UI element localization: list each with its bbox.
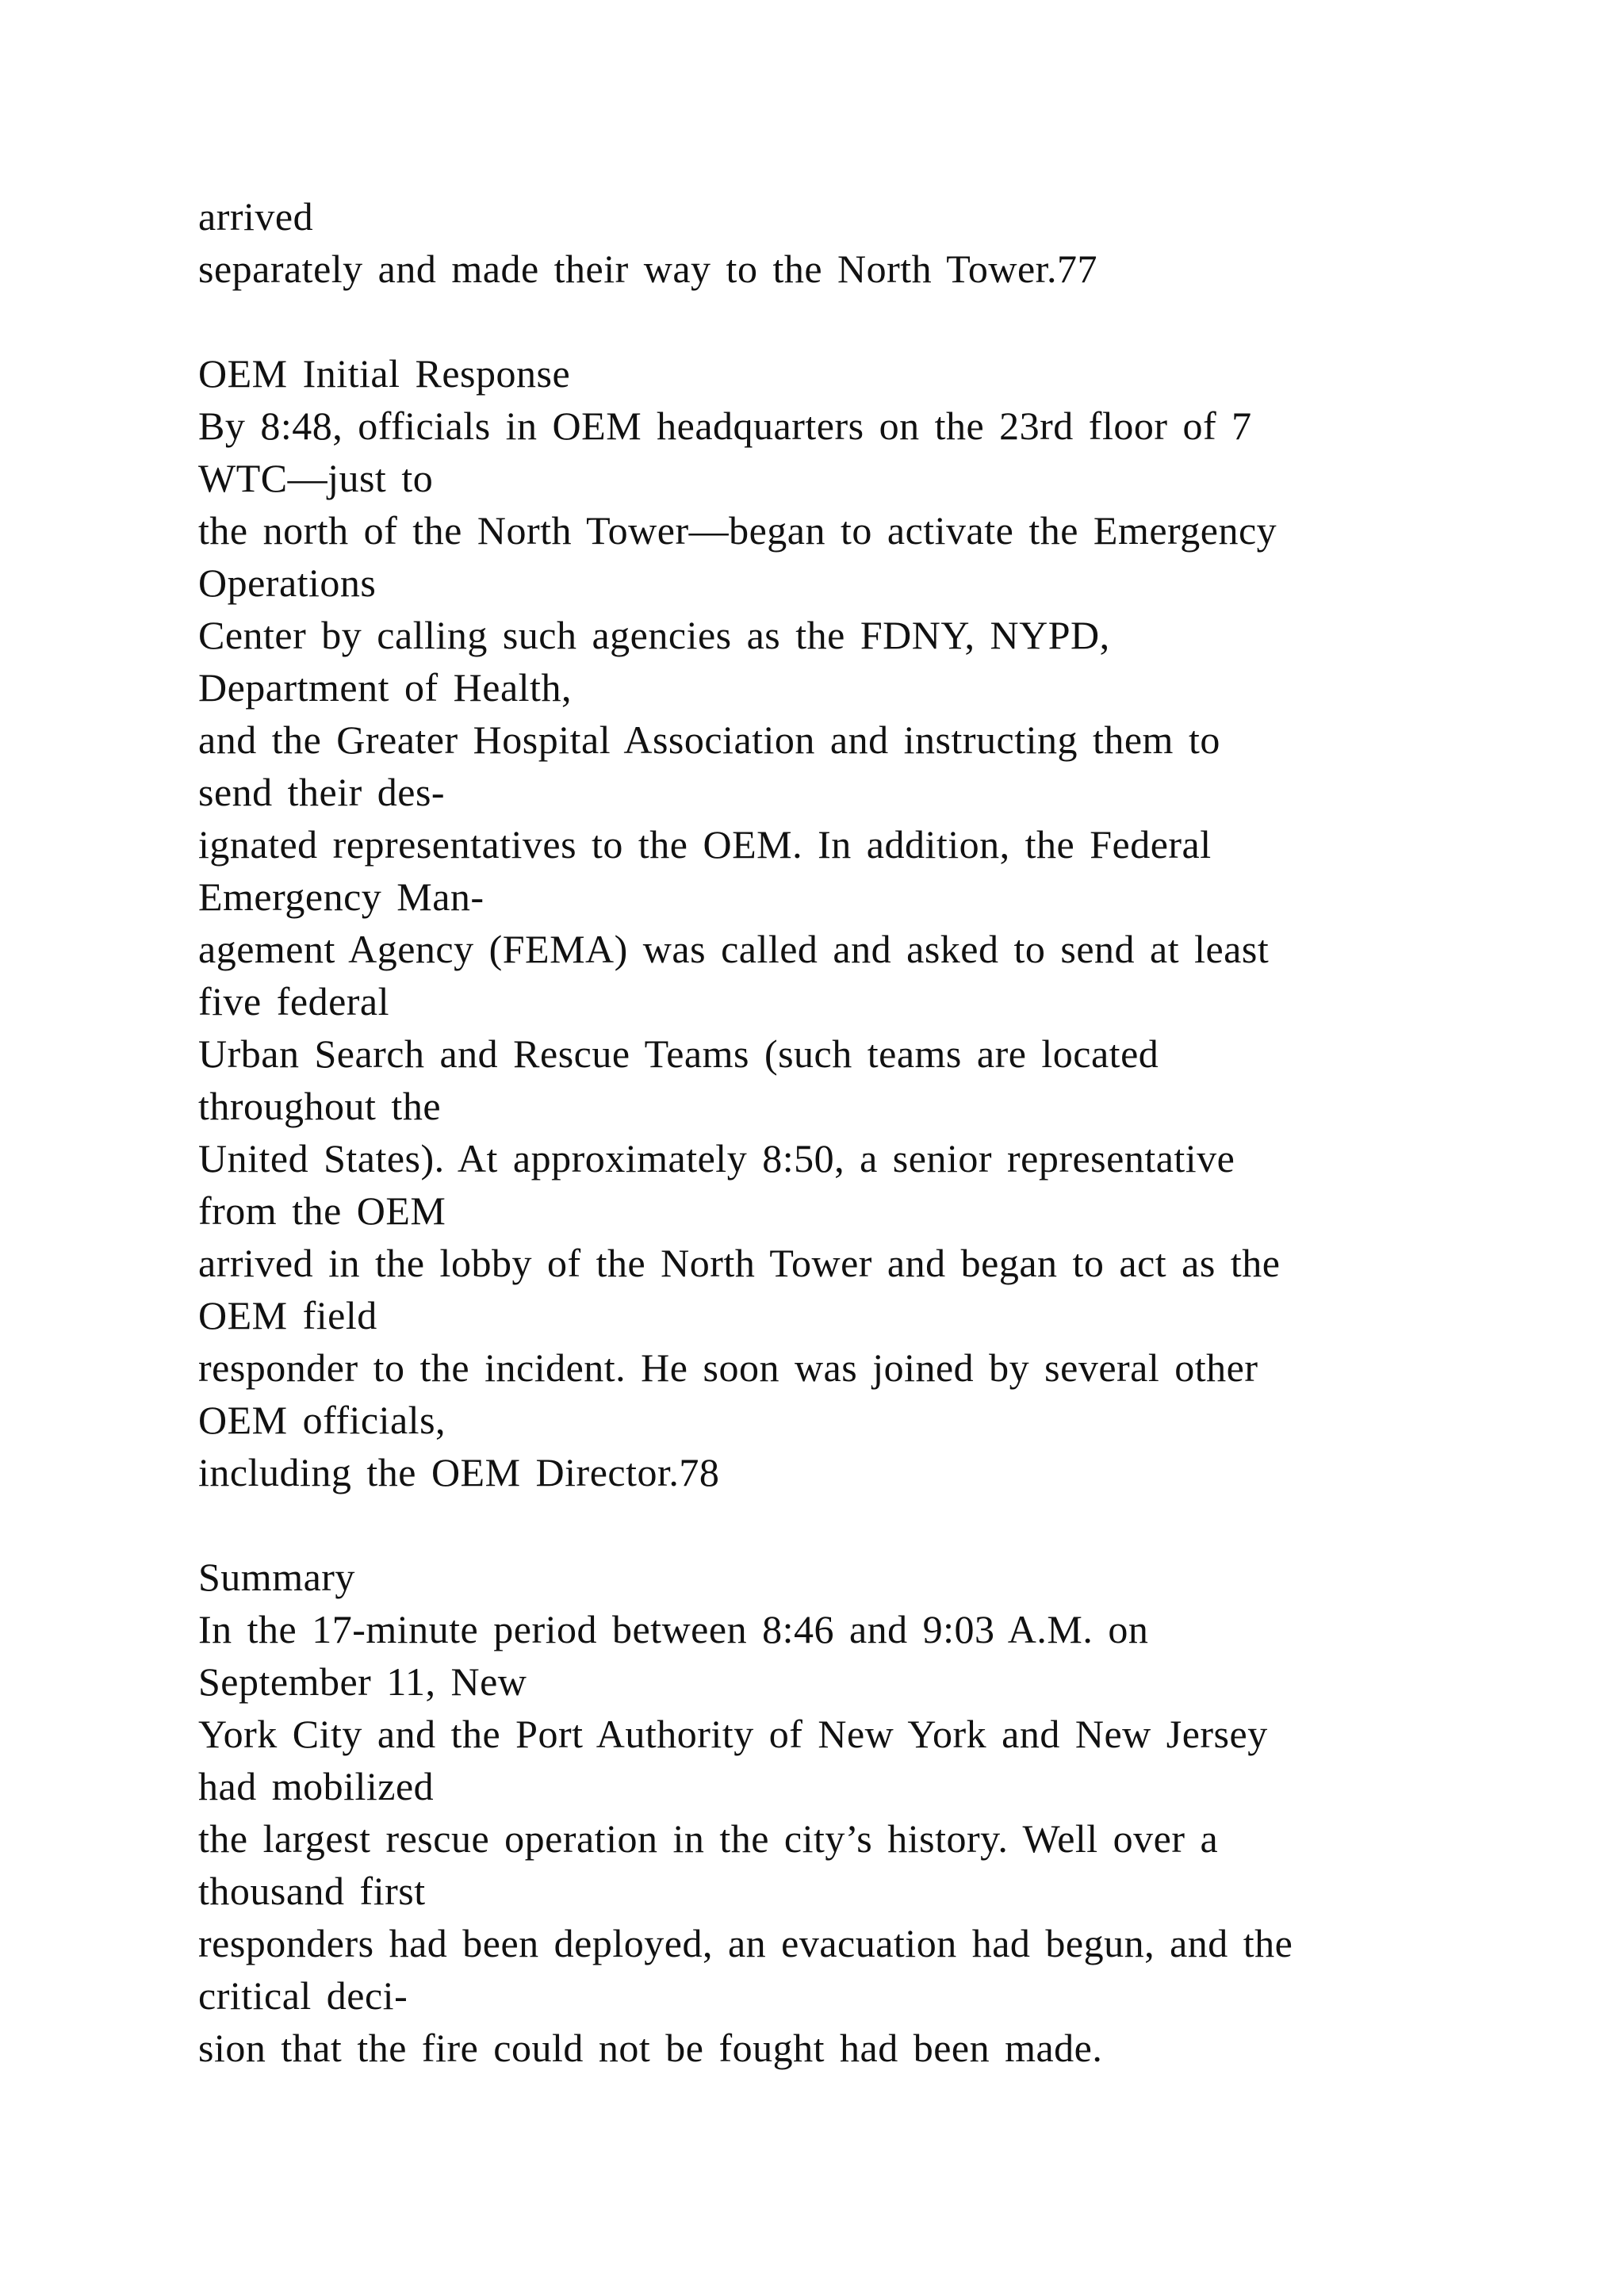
text-line: including the OEM Director.78 — [198, 1450, 720, 1494]
text-line: York City and the Port Authority of New York and New Jersey — [198, 1712, 1268, 1756]
text-line: September 11, New — [198, 1659, 527, 1704]
document-body — [198, 190, 1546, 2074]
text-line: Department of Health, — [198, 665, 572, 710]
text-line: United States). At approximately 8:50, a senior representative — [198, 1136, 1235, 1181]
text-line: the largest rescue operation in the city’s history. Well over a — [198, 1816, 1219, 1861]
text-line: OEM officials, — [198, 1398, 446, 1442]
text-line: arrived — [198, 194, 314, 239]
text-line: In the 17-minute period between 8:46 and 9:03 A.M. on — [198, 1607, 1149, 1651]
text-line: had mobilized — [198, 1764, 435, 1808]
text-line: Center by calling such agencies as the FDNY, NYPD, — [198, 613, 1110, 657]
text-line: five federal — [198, 979, 390, 1024]
text-line: send their des- — [198, 770, 446, 814]
text-line: the north of the North Tower—began to activate the Emergency — [198, 508, 1277, 553]
paragraph-spacer — [198, 295, 1546, 347]
text-line: throughout the — [198, 1084, 442, 1128]
text-line: responders had been deployed, an evacuation had begun, and the — [198, 1921, 1293, 1965]
text-line: Urban Search and Rescue Teams (such teams are located — [198, 1031, 1159, 1076]
text-line: responder to the incident. He soon was joined by several other — [198, 1345, 1258, 1390]
text-line: thousand first — [198, 1869, 426, 1913]
text-line: agement Agency (FEMA) was called and asked to send at least — [198, 927, 1270, 971]
text-line: from the OEM — [198, 1188, 446, 1233]
text-line: and the Greater Hospital Association and instructing them to — [198, 718, 1220, 762]
text-line: arrived in the lobby of the North Tower and began to act as the — [198, 1241, 1281, 1285]
text-line: By 8:48, officials in OEM headquarters on the 23rd floor of 7 — [198, 404, 1252, 448]
section-heading-oem: OEM Initial Response — [198, 351, 571, 396]
section-heading-summary: Summary — [198, 1555, 355, 1599]
text-line: critical deci- — [198, 1973, 408, 2018]
text-line: Emergency Man- — [198, 874, 485, 919]
paragraph-spacer — [198, 1498, 1546, 1551]
text-line: OEM field — [198, 1293, 377, 1337]
text-line: WTC—just to — [198, 456, 434, 500]
text-line: ignated representatives to the OEM. In addition, the Federal — [198, 822, 1212, 867]
text-line: sion that the fire could not be fought had been made. — [198, 2026, 1103, 2070]
text-line: Operations — [198, 561, 377, 605]
text-line: separately and made their way to the North Tower.77 — [198, 247, 1098, 291]
